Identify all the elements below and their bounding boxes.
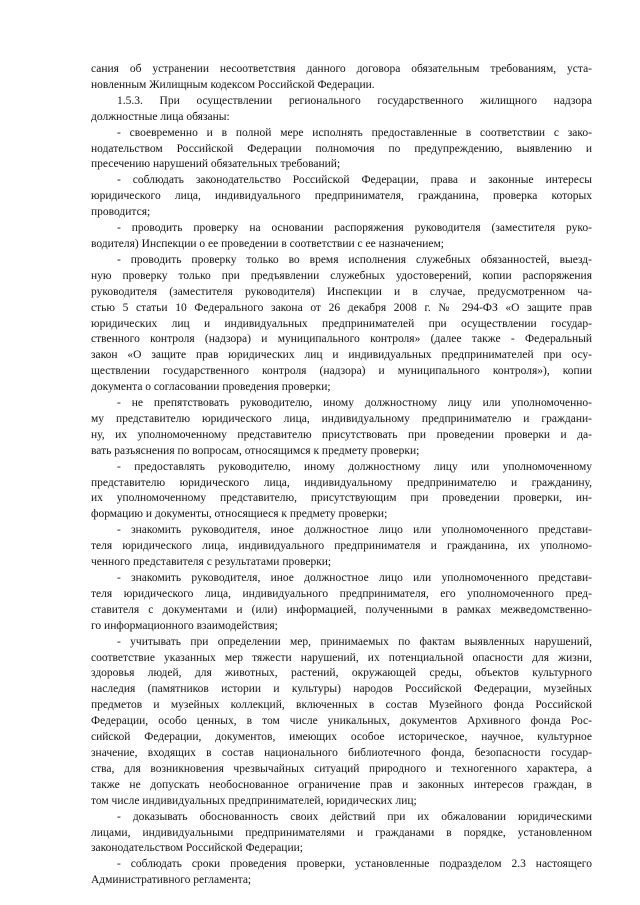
text-line: сийской Федерации, документов, имеющих особое историческое, научное, культурное: [91, 731, 592, 744]
text-line: ну, их уполномоченному представителю присутствовать при проведении проверки и да-: [91, 428, 592, 441]
text-line: их уполномоченному представителю, присутствующим при проведении проверки, ин-: [91, 492, 592, 505]
text-line: - проводить проверку на основании распоряжения руководителя (заместителя руко-: [117, 222, 592, 235]
text-line: Административного регламента;: [91, 874, 252, 887]
text-line: закон «О защите прав юридических лиц и индивидуальных предпринимателей при осу-: [91, 349, 592, 362]
text-line: - своевременно и в полной мере исполнять предоставленные в соответствии с зако-: [117, 126, 592, 139]
text-line: - соблюдать сроки проведения проверки, установленные подразделом 2.3 настоящего: [117, 858, 592, 871]
text-line: ченного представителя с результатами проверки;: [91, 556, 332, 569]
text-line: представителю юридического лица, индивидуальному предпринимателю и гражданину,: [91, 476, 592, 489]
text-line: лицами, индивидуальными предпринимателями и гражданами в порядке, установленном: [91, 826, 592, 839]
text-line: сания об устранении несоответствия данного договора обязательным требованиям, уста-: [91, 63, 592, 75]
text-line: теля юридического лица, индивидуального предпринимателя и гражданина, их уполномо-: [91, 540, 592, 553]
text-line: - предоставлять руководителю, иному должностному лицу или уполномоченному: [117, 460, 592, 473]
text-line: наследия (памятников истории и культуры) народов Российской Федерации, музейных: [91, 683, 592, 696]
text-line: - учитывать при определении мер, принимаемых по фактам выявленных нарушений,: [117, 635, 592, 648]
text-line: здоровья людей, для животных, растений, окружающей среды, объектов культурного: [91, 667, 592, 680]
text-line: значение, входящих в состав национального библиотечного фонда, безопасности государ-: [91, 746, 592, 759]
text-line: - проводить проверку только во время исполнения служебных обязанностей, выезд-: [117, 253, 592, 266]
text-line: законодательством Российской Федерации;: [91, 842, 303, 855]
text-line: пресечению нарушений обязательных требований;: [91, 158, 341, 171]
text-line: Федерации, особо ценных, в том числе уникальных, документов Архивного фонда Рос-: [91, 715, 592, 728]
text-line: юридических лиц и индивидуальных предпринимателей при осуществлении государ-: [91, 317, 592, 330]
text-line: том числе индивидуальных предпринимателей, юридических лиц;: [91, 794, 417, 807]
text-line: юридического лица, индивидуального предпринимателя, гражданина, проверка которых: [91, 190, 592, 203]
text-line: теля юридического лица, индивидуального предпринимателя, его уполномоченного пред-: [91, 587, 592, 600]
text-line: ную проверку только при предъявлении служебных удостоверений, копии распоряжения: [91, 269, 592, 282]
text-line: - соблюдать законодательство Российской Федерации, права и законные интересы: [117, 174, 592, 187]
text-line: - знакомить руководителя, иное должностное лицо или уполномоченного представи-: [117, 572, 592, 584]
document-page: [91, 62, 592, 889]
text-line: предметов и музейных коллекций, включенных в состав Музейного фонда Российской: [91, 699, 592, 712]
text-line: должностные лица обязаны:: [91, 110, 230, 123]
text-line: водителя) Инспекции о ее проведении в соответствии с ее назначением;: [91, 237, 444, 250]
text-line: - не препятствовать руководителю, иному должностному лицу или уполномоченно-: [117, 397, 592, 410]
text-line: - знакомить руководителя, иное должностное лицо или уполномоченного представи-: [117, 524, 592, 537]
text-line: новленным Жилищным кодексом Российской Федерации.: [91, 78, 375, 91]
text-line: го информационного взаимодействия;: [91, 619, 278, 632]
text-line: вать разъяснения по вопросам, относящимся к предмету проверки;: [91, 444, 420, 457]
text-line: ставителя с документами и (или) информацией, полученными в рамках межведомственно-: [91, 603, 592, 616]
text-line: соответствие указанных мер тяжести нарушений, их потенциальной опасности для жизни,: [91, 651, 592, 664]
text-line: стью 5 статьи 10 Федерального закона от 26 декабря 2008 г. № 294-ФЗ «О защите прав: [91, 301, 592, 314]
text-line: руководителя (заместителя руководителя) Инспекции и в случае, предусмотренном ча-: [91, 285, 592, 298]
text-line: нодательством Российской Федерации полномочия по предупреждению, выявлению и: [91, 142, 592, 155]
text-line: ственного контроля (надзора) и муниципального контроля» (далее также - Федеральный: [91, 333, 592, 346]
document-body: [91, 62, 592, 889]
text-line: 1.5.3. При осуществлении регионального государственного жилищного надзора: [117, 94, 592, 107]
text-line: му представителю юридического лица, индивидуальному предпринимателю и граждани-: [91, 412, 592, 425]
text-line: ства, для возникновения чрезвычайных ситуаций природного и техногенного характера, а: [91, 762, 592, 775]
text-line: - доказывать обоснованность своих действий при их обжаловании юридическими: [117, 810, 592, 823]
text-line: проводится;: [91, 206, 151, 219]
text-line: ществлении государственного контроля (надзора) и муниципального контроля»), копии: [91, 365, 592, 378]
text-line: также не допускать необоснованное ограничение прав и законных интересов граждан, в: [91, 778, 592, 791]
text-line: документа о согласовании проведения проверки;: [91, 381, 331, 394]
text-line: формацию и документы, относящиеся к предмету проверки;: [91, 508, 388, 521]
